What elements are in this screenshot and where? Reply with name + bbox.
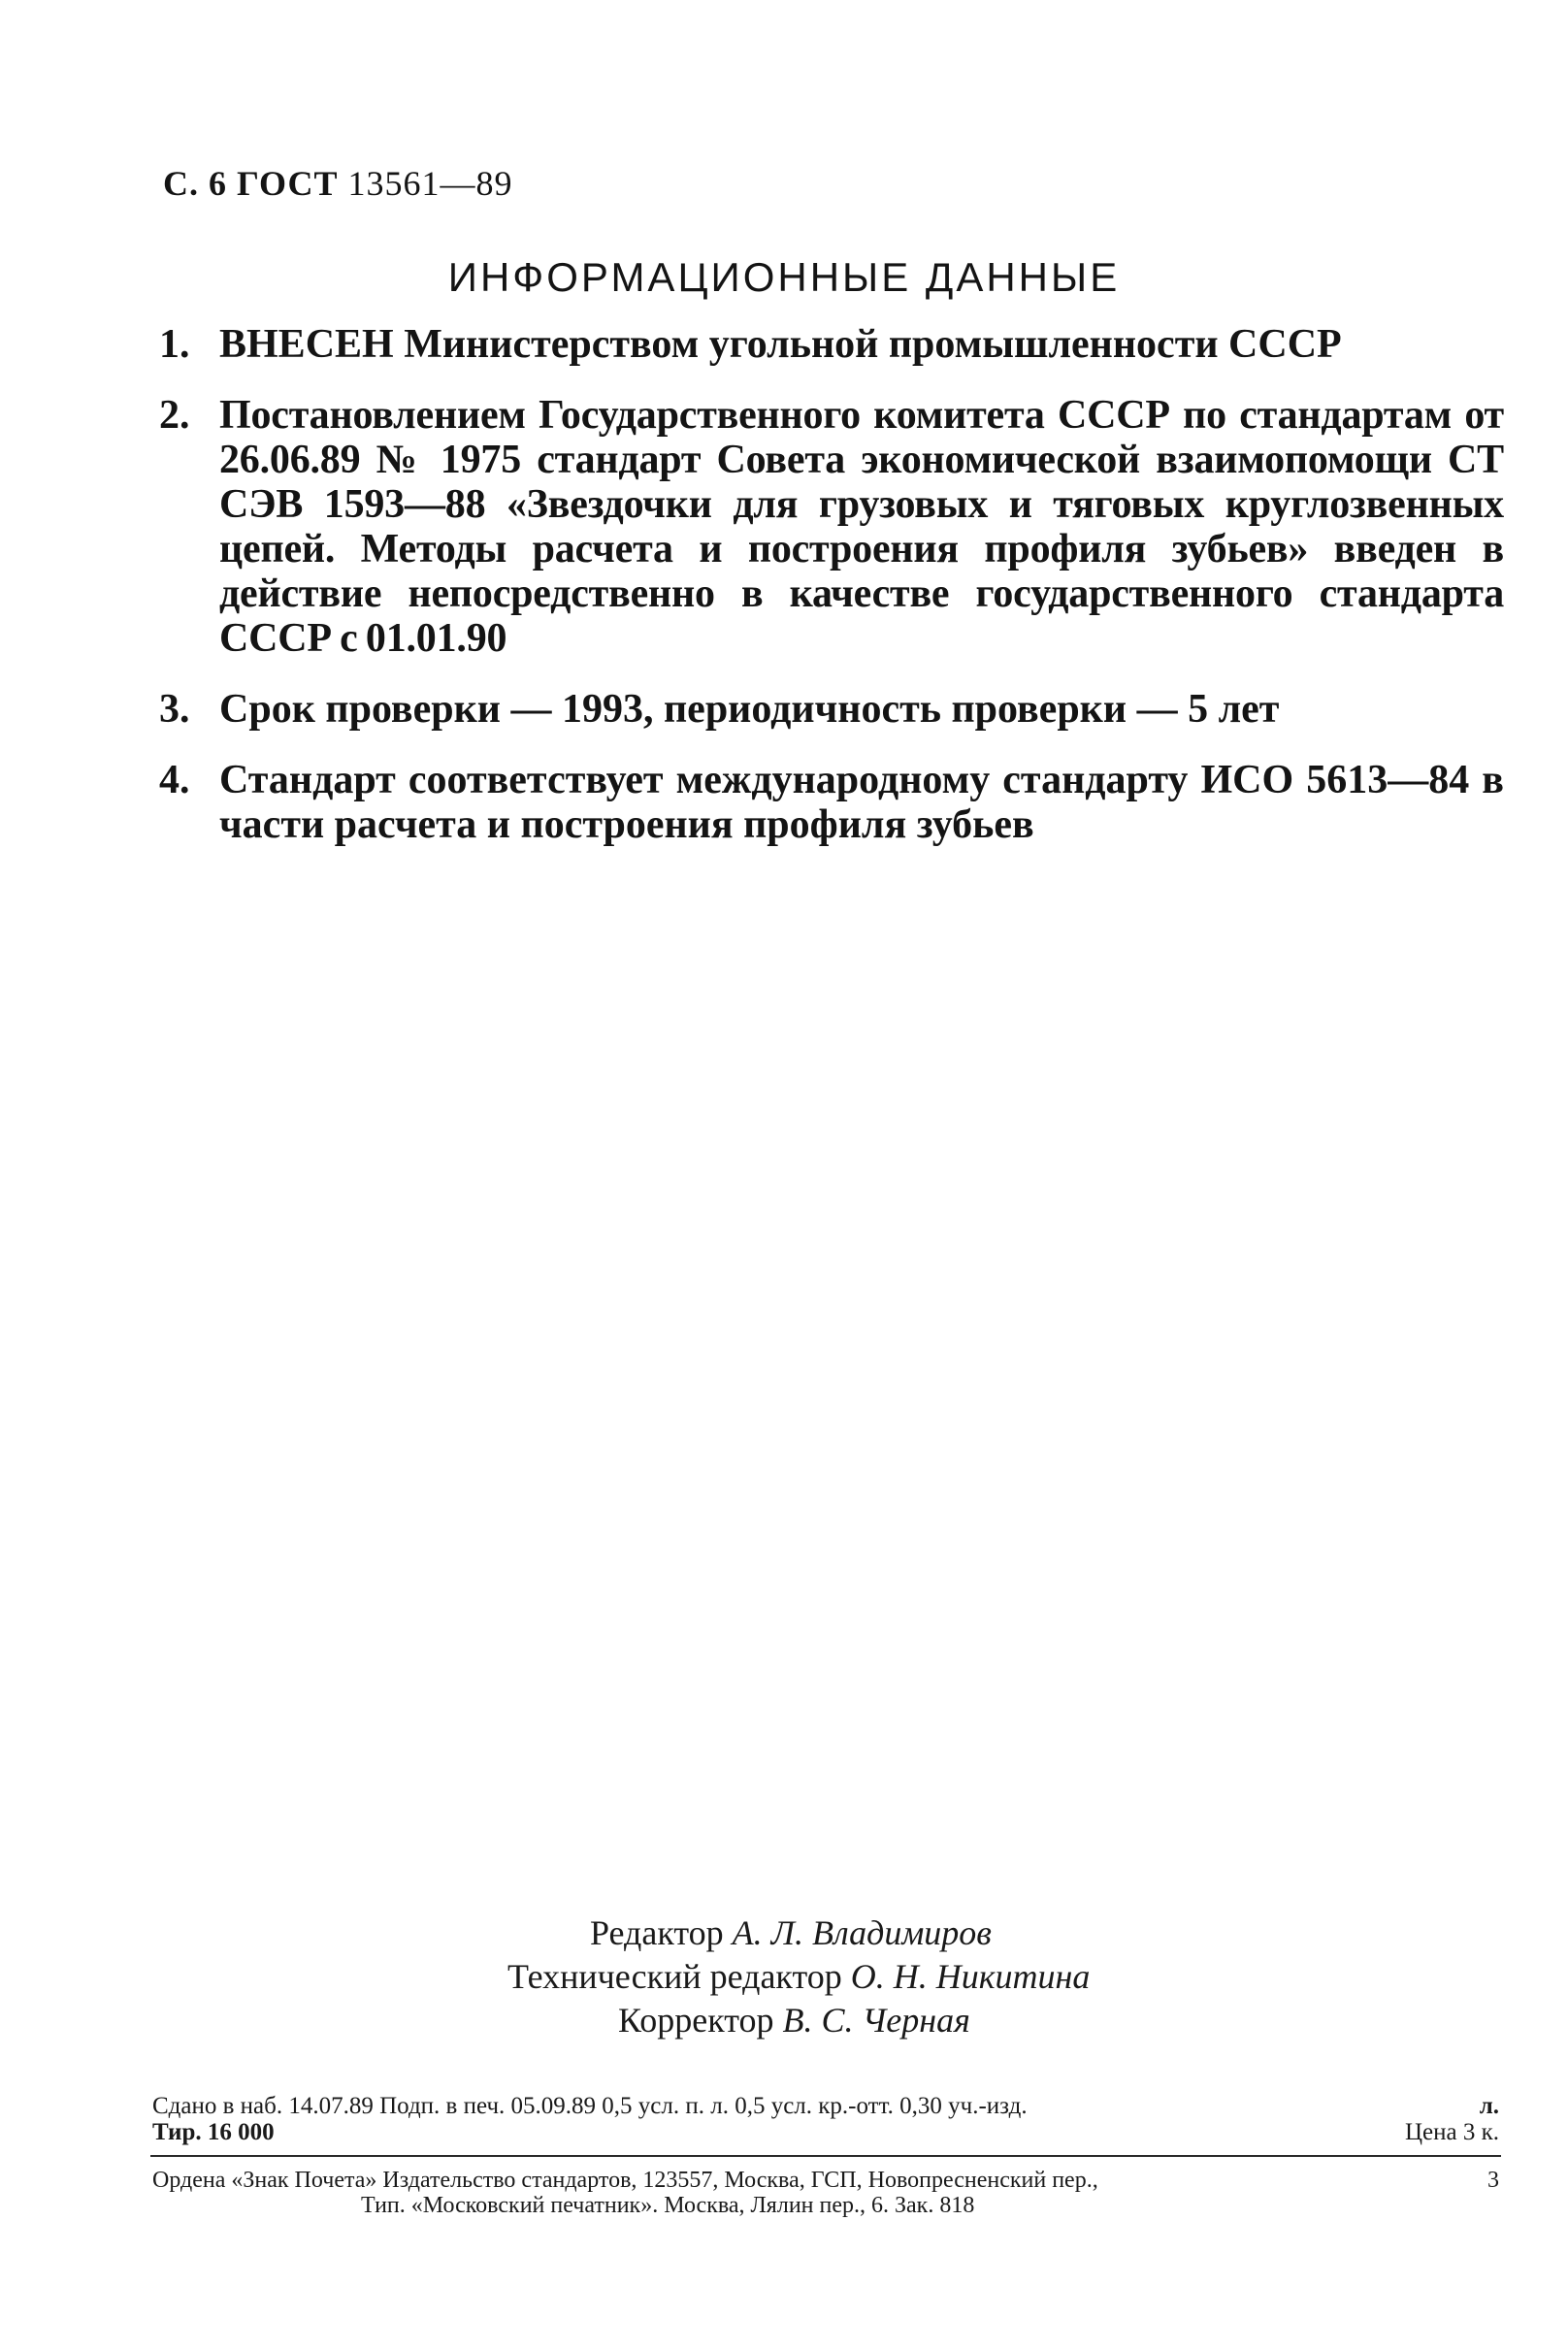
imprint-dates: Сдано в наб. 14.07.89 Подп. в печ. 05.09.89 0,5 усл. п. л. 0,5 усл. кр.-отт. 0,30 уч.-изд. — [152, 2093, 1028, 2119]
imprint-line-1 — [152, 2093, 1499, 2119]
proofreader-name: В. С. Черная — [782, 2001, 970, 2040]
publisher-line-1 — [152, 2168, 1499, 2193]
info-list — [159, 322, 1504, 873]
info-item-number: 2. — [159, 393, 190, 438]
info-item-3 — [159, 687, 1504, 732]
info-item-1 — [159, 322, 1504, 367]
info-item-number: 1. — [159, 322, 190, 367]
info-item-text: Постановлением Государственного комитета СССР по стандартам от 26.06.89 № 1975 стандарт Совета экономической взаимопомощи СТ СЭВ 1593—88 «Звездочки для грузовых и тяговых круглозвенных цепей. Методы расчета и построения профиля зубьев» введен в действие непосредственно в качестве государственного стандарта СССР с 01.01.90 — [219, 393, 1504, 661]
editor-credit — [0, 1911, 1568, 1955]
info-item-number: 4. — [159, 758, 190, 802]
editor-role: Редактор — [590, 1913, 724, 1952]
publisher-line-2: Тип. «Московский печатник». Москва, Лялин пер., 6. Зак. 818 — [361, 2193, 975, 2218]
proofreader-role: Корректор — [618, 2001, 774, 2040]
divider — [150, 2155, 1501, 2157]
info-item-text: Срок проверки — 1993, периодичность проверки — 5 лет — [219, 687, 1280, 732]
imprint-print-run: Тир. 16 000 — [152, 2119, 275, 2145]
tech-editor-role: Технический редактор — [507, 1957, 842, 1996]
page-label: С. 6 ГОСТ — [163, 164, 339, 203]
proofreader-credit — [0, 1999, 1568, 2042]
imprint-block — [152, 2093, 1499, 2145]
standard-number: 13561—89 — [347, 164, 513, 203]
imprint-unit: л. — [1479, 2093, 1499, 2119]
info-item-text: Стандарт соответствует международному стандарту ИСО 5613—84 в части расчета и построения профиля зубьев — [219, 758, 1504, 847]
tech-editor-credit — [0, 1955, 1568, 1999]
imprint-line-2 — [152, 2119, 1499, 2145]
info-item-4 — [159, 758, 1504, 847]
section-title: ИНФОРМАЦИОННЫЕ ДАННЫЕ — [447, 254, 1121, 300]
tech-editor-name: О. Н. Никитина — [850, 1957, 1091, 1996]
page-header — [163, 163, 512, 204]
publisher-building: 3 — [1487, 2168, 1499, 2193]
info-item-text: ВНЕСЕН Министерством угольной промышленности СССР — [219, 322, 1342, 367]
info-item-2 — [159, 393, 1504, 661]
info-item-number: 3. — [159, 687, 190, 732]
editor-name: А. Л. Владимиров — [732, 1913, 992, 1952]
imprint-price: Цена 3 к. — [1404, 2119, 1499, 2145]
publisher-block — [152, 2168, 1499, 2218]
publisher-address: Ордена «Знак Почета» Издательство стандартов, 123557, Москва, ГСП, Новопресненский пер., — [152, 2168, 1098, 2193]
credits-block — [0, 1911, 1568, 2042]
